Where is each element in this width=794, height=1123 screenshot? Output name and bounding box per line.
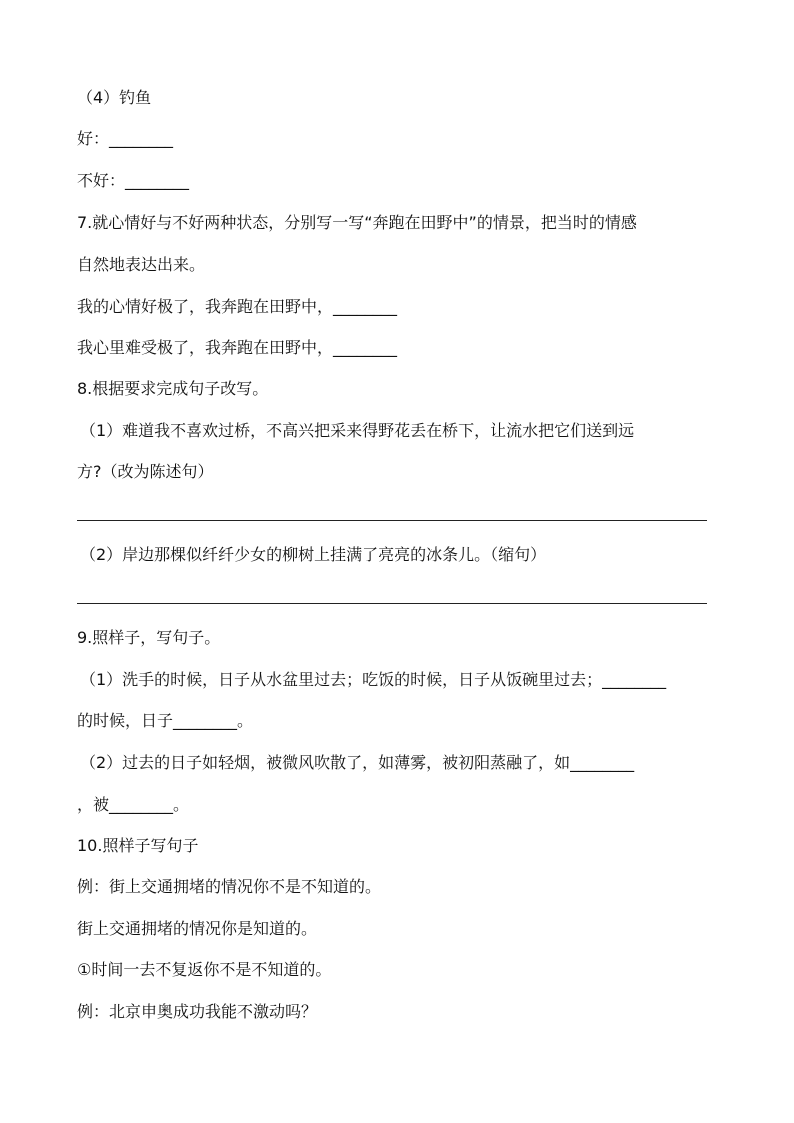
q8-title: 8.根据要求完成句子改写。 xyxy=(77,379,269,398)
q9-item-1-line-1: （1）洗手的时候，日子从水盆里过去；吃饭的时候，日子从饭碗里过去；________ xyxy=(80,670,667,689)
q9-item-1-line-2: 的时候，日子________。 xyxy=(77,711,254,730)
q10-title: 10.照样子写句子 xyxy=(77,836,199,855)
q7-bad-mood-answer: 我心里难受极了，我奔跑在田野中，________ xyxy=(77,338,398,357)
q6-bad-answer: 不好：________ xyxy=(77,171,190,190)
q10-item-1: ①时间一去不复返你不是不知道的。 xyxy=(77,960,332,979)
q6-good-answer: 好：________ xyxy=(77,129,174,148)
q8-item-2-answer-line xyxy=(77,603,707,604)
q9-item-2-line-2: ，被________。 xyxy=(77,795,190,814)
q7-good-mood-answer: 我的心情好极了，我奔跑在田野中，________ xyxy=(77,297,398,316)
q10-example-2: 例：北京申奥成功我能不激动吗？ xyxy=(77,1002,318,1021)
q8-item-1-answer-line xyxy=(77,520,707,521)
q10-example-1-answer: 街上交通拥堵的情况你是知道的。 xyxy=(77,919,318,938)
q9-title: 9.照样子，写句子。 xyxy=(77,628,221,647)
q7-prompt-line-2: 自然地表达出来。 xyxy=(77,255,206,274)
q10-example-1: 例：街上交通拥堵的情况你不是不知道的。 xyxy=(77,877,382,896)
q6-subitem-4-title: （4）钓鱼 xyxy=(77,88,152,107)
q8-item-1-line-1: （1）难道我不喜欢过桥，不高兴把采来得野花丢在桥下，让流水把它们送到远 xyxy=(80,421,635,440)
q9-item-2-line-1: （2）过去的日子如轻烟，被微风吹散了，如薄雾，被初阳蒸融了，如________ xyxy=(80,753,635,772)
q7-prompt-line-1: 7.就心情好与不好两种状态，分别写一写“奔跑在田野中”的情景，把当时的情感 xyxy=(77,213,637,232)
q8-item-2: （2）岸边那棵似纤纤少女的柳树上挂满了亮亮的冰条儿。（缩句） xyxy=(80,545,547,564)
q8-item-1-line-2: 方?（改为陈述句） xyxy=(77,462,214,481)
